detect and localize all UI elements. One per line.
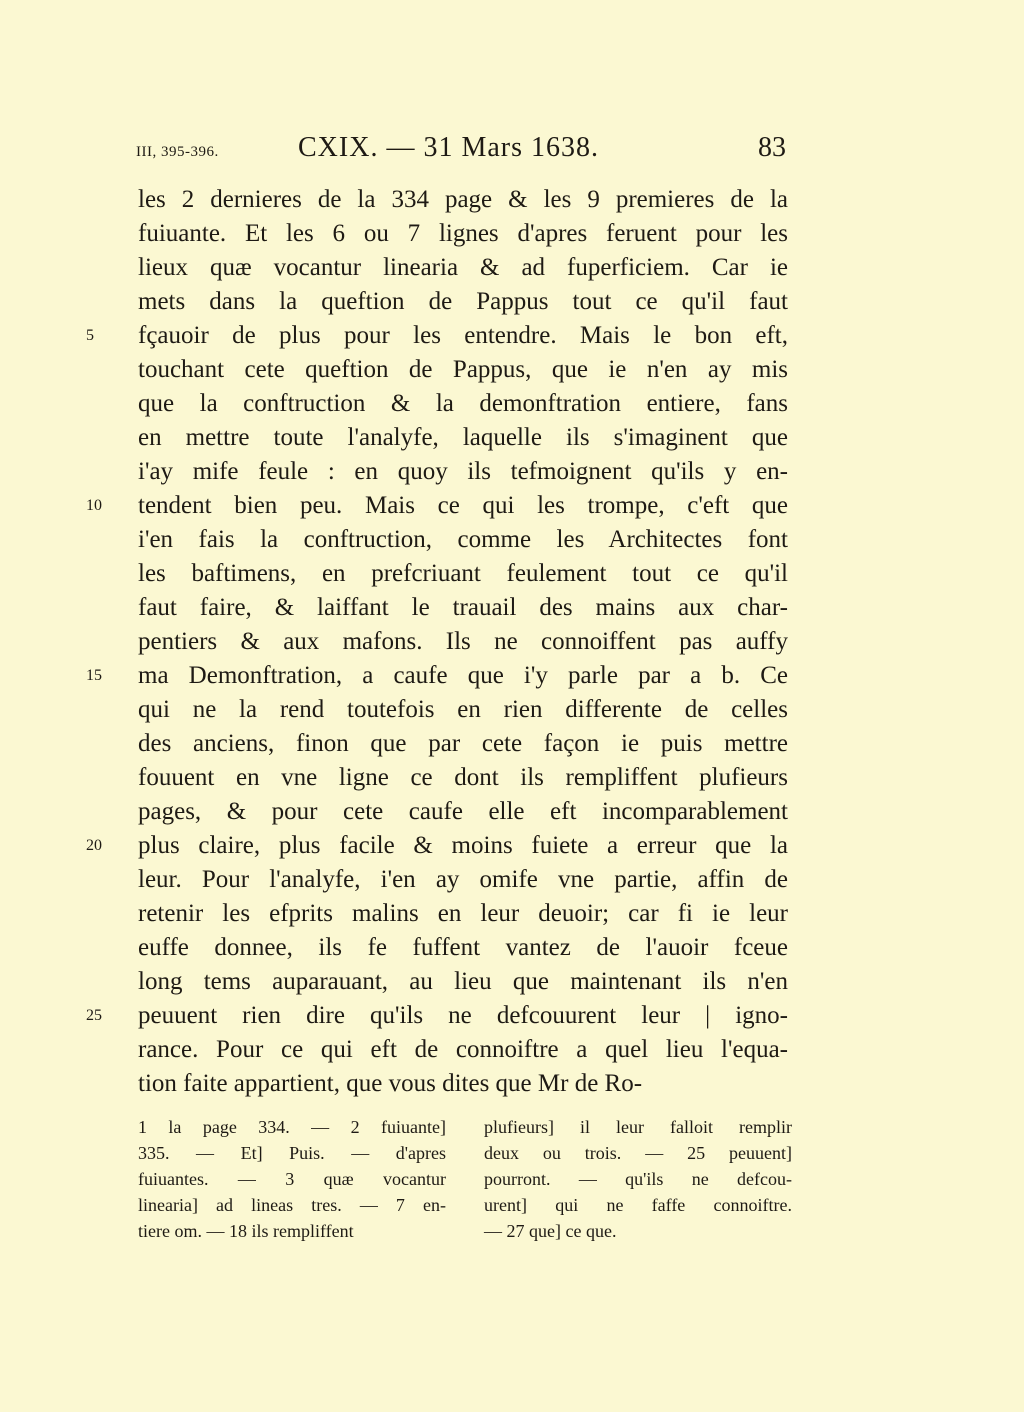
line-text: pages, & pour cete caufe elle eft incomparablement — [138, 798, 788, 825]
text-line — [138, 897, 788, 931]
line-number: 25 — [86, 1007, 102, 1024]
text-line — [138, 455, 788, 489]
line-number: 5 — [86, 327, 94, 344]
line-text: euffe donnee, ils fe fuffent vantez de l'auoir fceue — [138, 934, 788, 961]
footnote-line: plufieurs] il leur falloit remplir — [484, 1117, 792, 1137]
line-text: mets dans la queftion de Pappus tout ce qu'il faut — [138, 288, 788, 315]
text-line — [138, 931, 788, 965]
text-line — [138, 217, 788, 251]
text-line — [86, 489, 788, 523]
footnotes-right-column — [484, 1114, 792, 1244]
line-text: des anciens, finon que par cete façon ie puis mettre — [138, 730, 788, 757]
footnote-line: urent] qui ne faffe connoiftre. — [484, 1195, 792, 1215]
text-line — [86, 659, 788, 693]
line-number: 15 — [86, 667, 102, 684]
letter-title: CXIX. — 31 Mars 1638. — [298, 132, 599, 163]
line-text: tendent bien peu. Mais ce qui les trompe, c'eft que — [138, 492, 788, 519]
line-text: que la conftruction & la demonftration entiere, fans — [138, 390, 788, 417]
page-header — [136, 130, 786, 176]
line-number: 10 — [86, 497, 102, 514]
text-line — [138, 183, 788, 217]
line-text: touchant cete queftion de Pappus, que ie n'en ay mis — [138, 356, 788, 383]
text-line — [138, 625, 788, 659]
text-line — [86, 829, 788, 863]
line-text: pentiers & aux mafons. Ils ne connoiffent pas auffy — [138, 628, 788, 655]
text-line — [86, 999, 788, 1033]
text-line — [138, 727, 788, 761]
text-line — [138, 285, 788, 319]
footnote-line: pourront. — qu'ils ne defcou- — [484, 1169, 792, 1189]
text-line — [138, 761, 788, 795]
footnote-line: 1 la page 334. — 2 fuiuante] — [138, 1117, 446, 1137]
line-text: en mettre toute l'analyfe, laquelle ils s'imaginent que — [138, 424, 788, 451]
text-line — [138, 557, 788, 591]
line-text: leur. Pour l'analyfe, i'en ay omife vne partie, affin de — [138, 866, 788, 893]
footnotes-left-column — [138, 1114, 446, 1244]
text-line — [138, 251, 788, 285]
volume-reference: III, 395-396. — [136, 144, 219, 160]
footnote-line: deux ou trois. — 25 peuuent] — [484, 1143, 792, 1163]
line-number: 20 — [86, 837, 102, 854]
line-text: qui ne la rend toutefois en rien differente de celles — [138, 696, 788, 723]
text-line — [138, 693, 788, 727]
line-text: rance. Pour ce qui eft de connoiftre a quel lieu l'equa- — [138, 1036, 788, 1063]
footnote-line: tiere om. — 18 ils rempliffent — [138, 1221, 354, 1241]
letter-body — [86, 183, 788, 1101]
text-line — [138, 965, 788, 999]
line-text: tion faite appartient, que vous dites que Mr de Ro- — [138, 1070, 643, 1097]
text-line — [138, 387, 788, 421]
text-line — [138, 591, 788, 625]
footnote-line: fuiuantes. — 3 quæ vocantur — [138, 1169, 446, 1189]
line-text: les 2 dernieres de la 334 page & les 9 premieres de la — [138, 186, 788, 213]
text-line — [138, 353, 788, 387]
line-text: retenir les efprits malins en leur deuoir; car fi ie leur — [138, 900, 788, 927]
line-text: faut faire, & laiffant le trauail des mains aux char- — [138, 594, 788, 621]
text-line — [138, 523, 788, 557]
text-line — [138, 1033, 788, 1067]
line-text: long tems auparauant, au lieu que maintenant ils n'en — [138, 968, 788, 995]
text-line — [138, 421, 788, 455]
footnote-line: linearia] ad lineas tres. — 7 en- — [138, 1195, 446, 1215]
line-text: fuiuante. Et les 6 ou 7 lignes d'apres feruent pour les — [138, 220, 788, 247]
line-text: peuuent rien dire qu'ils ne defcouurent leur | igno- — [138, 1002, 788, 1029]
text-line — [138, 795, 788, 829]
text-line — [86, 319, 788, 353]
text-line — [138, 1067, 788, 1101]
footnote-line: — 27 que] ce que. — [484, 1221, 617, 1241]
line-text: plus claire, plus facile & moins fuiete a erreur que la — [138, 832, 788, 859]
line-text: lieux quæ vocantur linearia & ad fuperficiem. Car ie — [138, 254, 788, 281]
text-line — [138, 863, 788, 897]
footnote-line: 335. — Et] Puis. — d'apres — [138, 1143, 446, 1163]
line-text: fouuent en vne ligne ce dont ils rempliffent plufieurs — [138, 764, 788, 791]
page-number: 83 — [758, 132, 786, 163]
line-text: fçauoir de plus pour les entendre. Mais le bon eft, — [138, 322, 788, 349]
line-text: i'ay mife feule : en quoy ils tefmoignent qu'ils y en- — [138, 458, 788, 485]
line-text: les baftimens, en prefcriuant feulement tout ce qu'il — [138, 560, 788, 587]
line-text: i'en fais la conftruction, comme les Architectes font — [138, 526, 788, 553]
line-text: ma Demonftration, a caufe que i'y parle par a b. Ce — [138, 662, 788, 689]
